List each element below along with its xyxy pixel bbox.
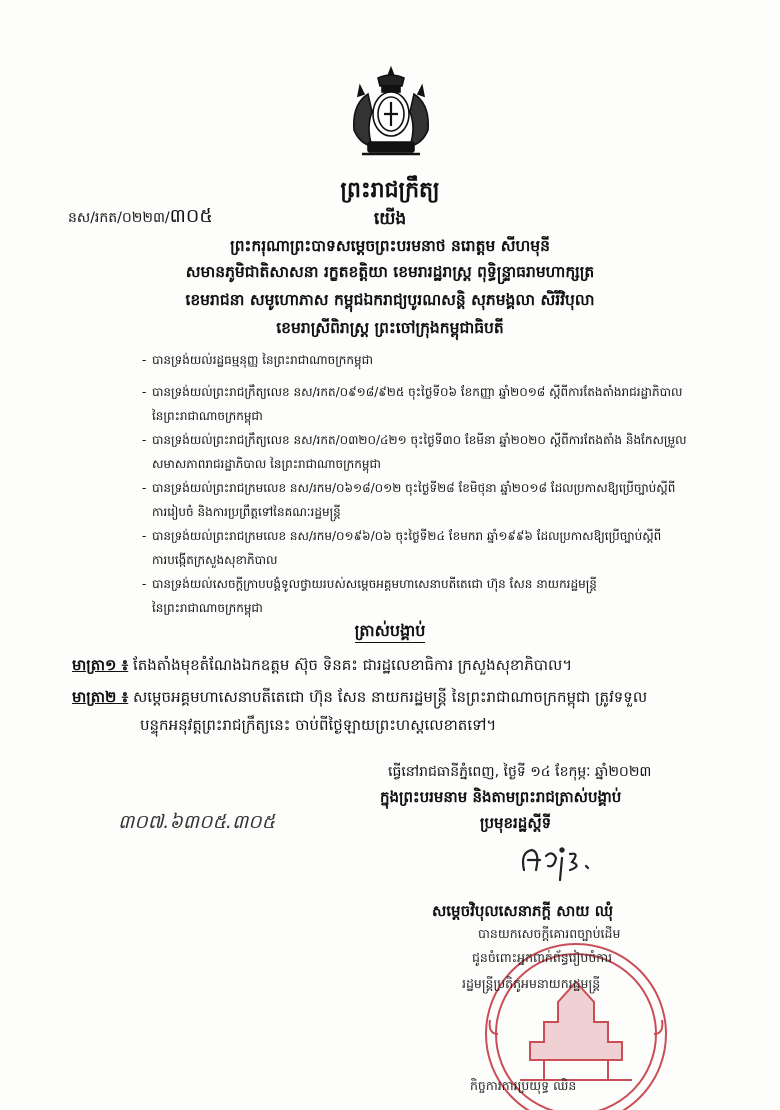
recital-3-cont: សមាសភាពរាជរដ្ឋាភិបាល នៃព្រះរាជាណាចក្រកម្ពុជា [152, 457, 381, 471]
date-line: ធ្វើនៅរាជធានីភ្នំពេញ, ថ្ងៃទី ១៤ ខែកុម្ភៈ ឆ្នាំ២០២៣ [388, 764, 652, 780]
royal-coat-of-arms-icon [338, 64, 444, 160]
handwritten-number: ៣០៧.៦៣០៥.៣០៥ [118, 811, 276, 833]
article-1-label: មាត្រា១ ៖ [72, 656, 129, 674]
article-2 [72, 688, 647, 710]
recital-6: - បានទ្រង់យល់សេចក្តីក្រាបបង្គំទូលថ្វាយរបស់សម្តេចអគ្គមហាសេនាបតីតេជោ ហ៊ុន សែន នាយករដ្ឋមន្ត្រី [142, 577, 597, 591]
recital-3: - បានទ្រង់យល់ព្រះរាជក្រឹត្យលេខ នស/រកត/០៣២០/៤២១ ចុះថ្ងៃទី៣០ ខែមីនា ឆ្នាំ២០២០ ស្តីពីការតែងតាំង និងកែសម្រួល [142, 433, 687, 447]
stamp-text-line-4: កិច្ចការការប្រយុទ្ធ ឈិន [470, 1078, 577, 1093]
article-2-continuation: បន្ទុកអនុវត្តព្រះរាជក្រឹត្យនេះ ចាប់ពីថ្ងៃឡាយព្រះហស្តលេខាតទៅ។ [140, 716, 497, 734]
reference-handwritten: ៣០៥ [169, 205, 213, 227]
king-title-line-4: ខេមរាស្រីពិរាស្ត្រ ព្រះចៅក្រុងកម្ពុជាធិបតី [276, 319, 504, 337]
recital-4-cont: ការរៀបចំ និងការប្រព្រឹត្តទៅនៃគណៈរដ្ឋមន្ត្រី [152, 505, 341, 519]
article-2-text: សម្តេចអគ្គមហាសេនាបតីតេជោ ហ៊ុន សែន នាយករដ្ឋមន្ត្រី នៃព្រះរាជាណាចក្រកម្ពុជា ត្រូវទទួល [132, 688, 648, 706]
recital-5-cont: ការបង្កើតក្រសួងសុខាភិបាល [152, 553, 278, 567]
recital-4: - បានទ្រង់យល់ព្រះរាជក្រមលេខ នស/រកម/០៦១៨/០១២ ចុះថ្ងៃទី២៨ ខែមិថុនា ឆ្នាំ២០១៨ ដែលប្រកាសឱ្យប្រើច្បាប់ស្តីពី [142, 481, 676, 495]
stamp-text-line-3: រដ្ឋមន្ត្រីប្រតិភូអមនាយករដ្ឋមន្ត្រី [462, 976, 601, 991]
recital-1: - បានទ្រង់យល់រដ្ឋធម្មនុញ្ញ នៃព្រះរាជាណាចក្រកម្ពុជា [142, 353, 374, 367]
stamp-text-line-1: បានយកសេចក្តីគោរពច្បាប់ដើម [478, 926, 621, 941]
recital-2-cont: នៃព្រះរាជាណាចក្រកម្ពុជា [152, 409, 263, 423]
section-title: ត្រាស់បង្គាប់ [0, 620, 780, 644]
stamp-text-line-2: ជូនចំពោះអ្នកពាក់ព័ន្ធរៀបចំការ [472, 950, 613, 965]
pm-title: ប្រមុខរដ្ឋស្តីទី [480, 814, 552, 832]
king-title-line-1: ព្រះករុណាព្រះបាទសម្តេចព្រះបរមនាថ នរោត្តម សីហមុនី [230, 237, 550, 255]
king-title-line-2: សមានភូមិជាតិសាសនា រក្ខតខត្តិយា ខេមរារដ្ឋរាស្ត្រ ពុទ្ធិន្ទ្រាធរាមហាក្សត្រ [185, 263, 595, 281]
signature-mark [510, 836, 600, 894]
we-heading: យើង [373, 209, 407, 229]
recital-2: - បានទ្រង់យល់ព្រះរាជក្រឹត្យលេខ នស/រកត/០៩១៨/៩២៥ ចុះថ្ងៃទី០៦ ខែកញ្ញា ឆ្នាំ២០១៨ ស្តីពីការតែងតាំងរាជរដ្ឋាភិបាល [142, 385, 683, 399]
article-1 [72, 656, 572, 678]
document-type-heading: ព្រះរាជក្រឹត្យ [340, 178, 440, 203]
recital-6-cont: នៃព្រះរាជាណាចក្រកម្ពុជា [152, 601, 263, 615]
article-1-text: តែងតាំងមុខតំណែងឯកឧត្តម ស៊ុច ទិនគះ ជារដ្ឋលេខាធិការ ក្រសួងសុខាភិបាល។ [132, 656, 573, 674]
article-2-label: មាត្រា២ ៖ [72, 688, 129, 706]
reference-label: នស/រកត/០២២៣/ [68, 210, 170, 226]
signer-name: សម្តេចវិបុលសេនាភក្តី សាយ ឈុំ [432, 902, 614, 920]
royal-name-line: ក្នុងព្រះបរមនាម និងតាមព្រះរាជត្រាស់បង្គាប់ [380, 788, 622, 806]
king-title-line-3: ខេមរាជនា សមូហោភាស កម្ពុជឯករាជ្យបូរណសន្តិ សុភមង្គលា សិរីវិបុលា [185, 291, 595, 309]
recital-5: - បានទ្រង់យល់ព្រះរាជក្រមលេខ នស/រកម/០១៩៦/០៦ ចុះថ្ងៃទី២៤ ខែមករា ឆ្នាំ១៩៩៦ ដែលប្រកាសឱ្យប្រើច្បាប់ស្តីពី [142, 529, 662, 543]
